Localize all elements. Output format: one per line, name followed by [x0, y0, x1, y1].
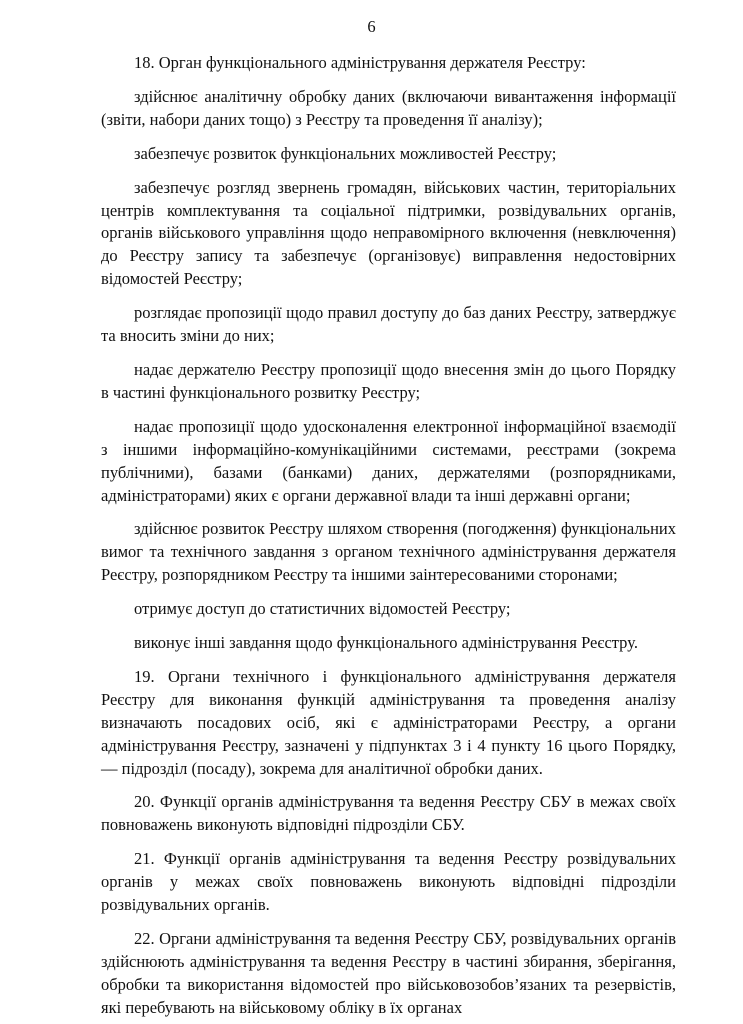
paragraph-18-requirements: здійснює розвиток Реєстру шляхом створення (погодження) функціональних вимог та технічного завдання з органом технічного адміністрування держателя Реєстру, розпорядником Реєстру та іншими заінтересованими сторонами; [101, 519, 676, 585]
paragraph-18-appeals: забезпечує розгляд звернень громадян, військових частин, територіальних центрів комплектування та соціальної підтримки, розвідувальних органів, органів військового управління щодо неправомірного включення (невключення) до Реєстру запису та забезпечує (організовує) виправлення недостовірних відомостей Реєстру; [101, 177, 676, 289]
page-number: 6 [367, 17, 376, 36]
paragraph-18-other-tasks: виконує інші завдання щодо функціонального адміністрування Реєстру. [134, 633, 638, 653]
paragraph-18-amendments: надає держателю Реєстру пропозиції щодо внесення змін до цього Порядку в частині функціонального розвитку Реєстру; [101, 359, 676, 402]
paragraph-18-development: забезпечує розвиток функціональних можливостей Реєстру; [134, 143, 557, 163]
paragraph-18-access-rules: розглядає пропозиції щодо правил доступу до баз даних Реєстру, затверджує та вносить зміни до них; [101, 303, 676, 346]
paragraph-21: 21. Функції органів адміністрування та ведення Реєстру розвідувальних органів у межах своїх повноважень виконують відповідні підрозділи розвідувальних органів. [101, 849, 676, 915]
paragraph-18-statistics: отримує доступ до статистичних відомостей Реєстру; [134, 599, 511, 619]
document-body [101, 52, 676, 1020]
paragraph-22: 22. Органи адміністрування та ведення Реєстру СБУ, розвідувальних органів здійснюють адміністрування та ведення Реєстру в частині збирання, зберігання, обробки та використання відомостей про військовозобов’язаних та резервістів, які перебувають на військовому обліку в їх органах [101, 929, 676, 1017]
paragraph-19: 19. Органи технічного і функціонального адміністрування держателя Реєстру для виконання функцій адміністрування та проведення аналізу визначають посадових осіб, які є адміністраторами Реєстру, а органи адміністрування Реєстру, зазначені у підпунктах 3 і 4 пункту 16 цього Порядку, — підрозділ (посаду), зокрема для аналітичної обробки даних. [101, 666, 676, 778]
paragraph-18-interaction: надає пропозиції щодо удосконалення електронної інформаційної взаємодії з іншими інформаційно-комунікаційними системами, реєстрами (зокрема публічними), базами (банками) даних, держателями (розпорядниками, адміністраторами) яких є органи державної влади та інші державні органи; [101, 416, 676, 505]
paragraph-20: 20. Функції органів адміністрування та ведення Реєстру СБУ в межах своїх повноважень виконують відповідні підрозділи СБУ. [101, 792, 676, 835]
paragraph-18-analytics: здійснює аналітичну обробку даних (включаючи вивантаження інформації (звіти, набори даних тощо) з Реєстру та проведення її аналізу); [101, 86, 676, 129]
paragraph-18-heading: 18. Орган функціонального адміністрування держателя Реєстру: [134, 53, 586, 72]
